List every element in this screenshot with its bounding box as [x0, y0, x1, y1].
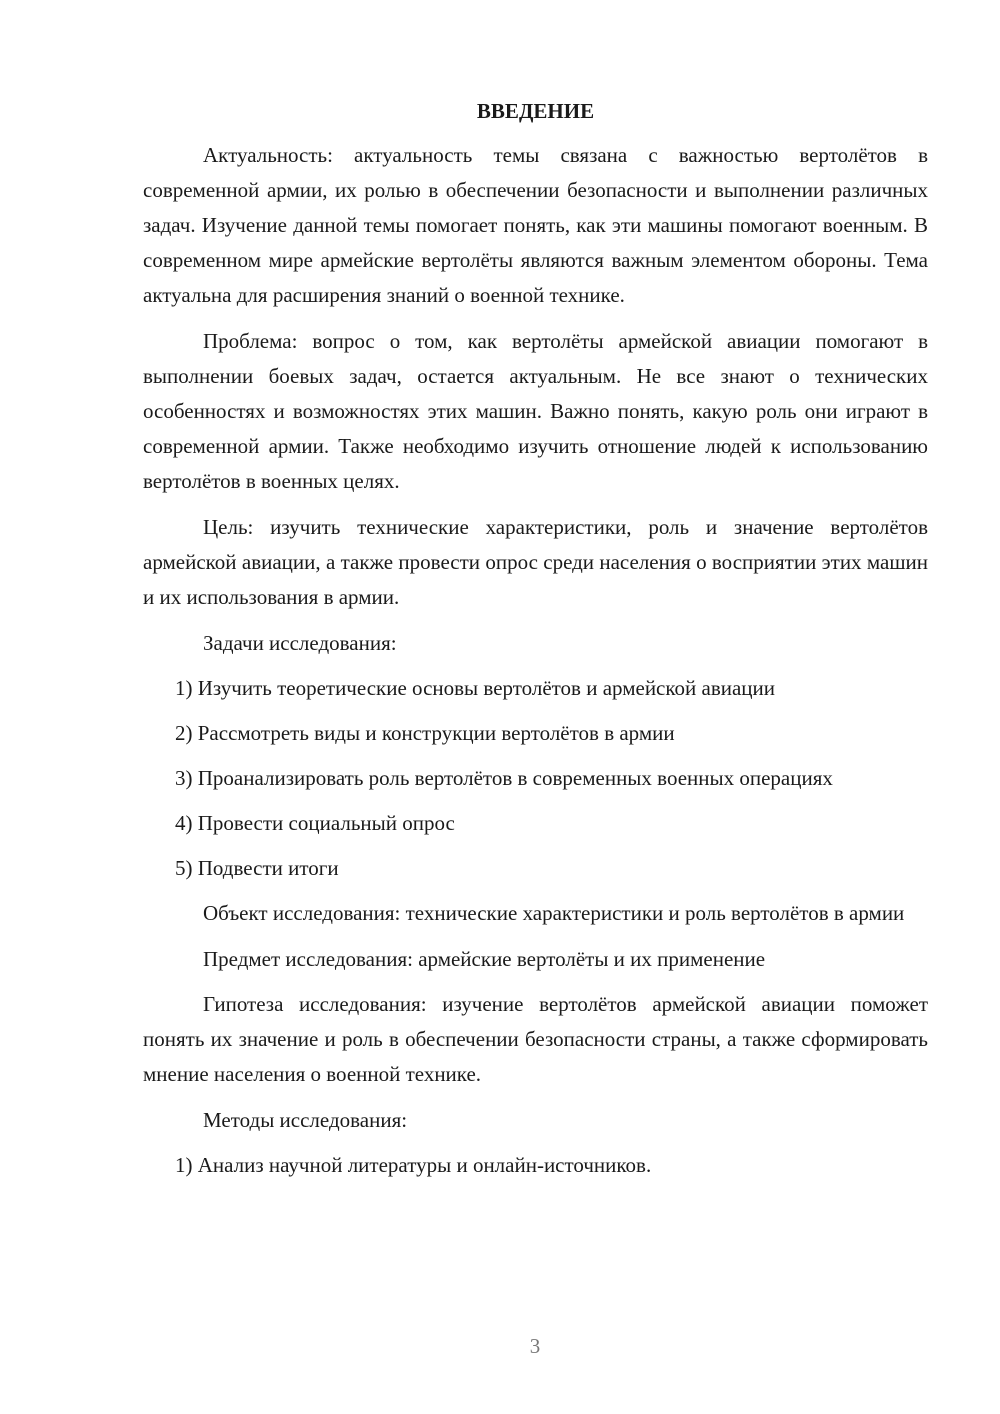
document-page	[143, 96, 928, 1193]
hypothesis-paragraph: Гипотеза исследования: изучение вертолётов армейской авиации поможет понять их значение и роль в обеспечении безопасности страны, а также сформировать мнение населения о военной технике.	[143, 992, 928, 1086]
tasks-heading: Задачи исследования:	[203, 631, 397, 655]
task-item-3: 3) Проанализировать роль вертолётов в современных военных операциях	[175, 766, 833, 790]
task-item-4: 4) Провести социальный опрос	[175, 811, 455, 835]
subject-paragraph: Предмет исследования: армейские вертолёты и их применение	[203, 947, 766, 971]
task-item-2: 2) Рассмотреть виды и конструкции вертолётов в армии	[175, 721, 675, 745]
problem-paragraph: Проблема: вопрос о том, как вертолёты армейской авиации помогают в выполнении боевых задач, остается актуальным. Не все знают о технических особенностях и возможностях этих машин. Важно понять, какую роль они играют в современной армии. Также необходимо изучить отношение людей к использованию вертолётов в военных целях.	[143, 329, 928, 493]
task-item-5: 5) Подвести итоги	[175, 856, 339, 880]
method-item-1: 1) Анализ научной литературы и онлайн-источников.	[175, 1153, 652, 1177]
object-paragraph: Объект исследования: технические характеристики и роль вертолётов в армии	[203, 901, 905, 925]
methods-heading: Методы исследования:	[203, 1108, 408, 1132]
section-title: ВВЕДЕНИЕ	[476, 99, 595, 123]
relevance-paragraph: Актуальность: актуальность темы связана с важностью вертолётов в современной армии, их ролью в обеспечении безопасности и выполнении различных задач. Изучение данной темы помогает понять, как эти машины помогают военным. В современном мире армейские вертолёты являются важным элементом обороны. Тема актуальна для расширения знаний о военной технике.	[143, 143, 928, 307]
goal-paragraph: Цель: изучить технические характеристики, роль и значение вертолётов армейской авиации, а также провести опрос среди населения о восприятии этих машин и их использования в армии.	[143, 515, 928, 609]
page-number: 3	[529, 1334, 541, 1358]
task-item-1: 1) Изучить теоретические основы вертолётов и армейской авиации	[175, 676, 776, 700]
